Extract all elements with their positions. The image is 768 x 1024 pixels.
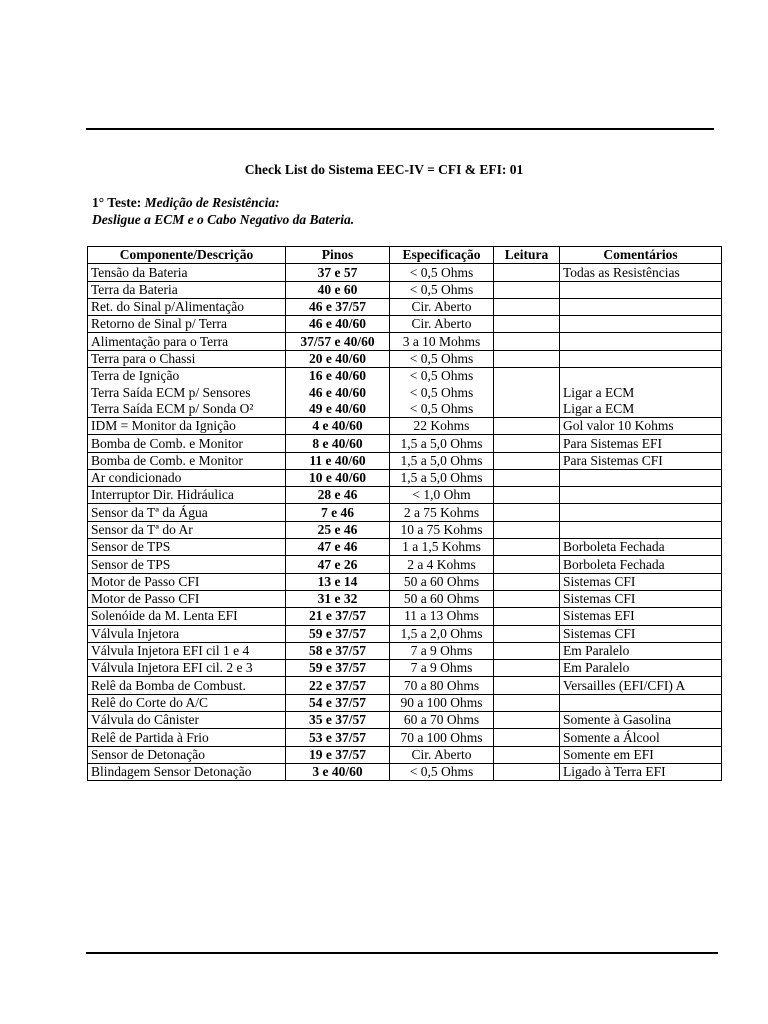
- cell-component: Terra para o Chassi: [88, 350, 286, 367]
- cell-spec: 7 a 9 Ohms: [390, 660, 494, 677]
- cell-reading: [494, 590, 560, 607]
- cell-spec: 2 a 75 Kohms: [390, 504, 494, 521]
- cell-reading: [494, 660, 560, 677]
- cell-comment: Todas as Resistências: [560, 264, 722, 281]
- cell-component: Válvula Injetora EFI cil. 2 e 3: [88, 660, 286, 677]
- cell-comment: [560, 298, 722, 315]
- cell-component: Terra Saída ECM p/ Sensores: [88, 384, 286, 400]
- cell-reading: [494, 417, 560, 434]
- cell-comment: Sistemas EFI: [560, 608, 722, 625]
- table-row: [88, 368, 722, 385]
- cell-spec: < 0,5 Ohms: [390, 384, 494, 400]
- cell-reading: [494, 435, 560, 452]
- cell-spec: < 0,5 Ohms: [390, 350, 494, 367]
- cell-spec: < 1,0 Ohm: [390, 487, 494, 504]
- header-pins: Pinos: [286, 247, 390, 264]
- cell-component: Blindagem Sensor Detonação: [88, 763, 286, 780]
- table-row: [88, 746, 722, 763]
- cell-pins: 47 e 26: [286, 556, 390, 573]
- cell-pins: 21 e 37/57: [286, 608, 390, 625]
- cell-pins: 19 e 37/57: [286, 746, 390, 763]
- table-row: [88, 590, 722, 607]
- cell-component: Motor de Passo CFI: [88, 573, 286, 590]
- cell-comment: Ligado à Terra EFI: [560, 763, 722, 780]
- cell-spec: < 0,5 Ohms: [390, 264, 494, 281]
- cell-reading: [494, 642, 560, 659]
- cell-spec: < 0,5 Ohms: [390, 368, 494, 385]
- cell-component: Bomba de Comb. e Monitor: [88, 452, 286, 469]
- cell-pins: 40 e 60: [286, 281, 390, 298]
- cell-reading: [494, 264, 560, 281]
- cell-component: Interruptor Dir. Hidráulica: [88, 487, 286, 504]
- cell-component: Sensor da Tª do Ar: [88, 521, 286, 538]
- cell-comment: [560, 469, 722, 486]
- header-comments: Comentários: [560, 247, 722, 264]
- cell-pins: 37/57 e 40/60: [286, 333, 390, 350]
- cell-reading: [494, 625, 560, 642]
- cell-comment: [560, 521, 722, 538]
- cell-component: Terra da Bateria: [88, 281, 286, 298]
- cell-pins: 4 e 40/60: [286, 417, 390, 434]
- cell-reading: [494, 539, 560, 556]
- cell-comment: Borboleta Fechada: [560, 539, 722, 556]
- table-row: [88, 608, 722, 625]
- table-row: [88, 350, 722, 367]
- cell-comment: [560, 487, 722, 504]
- cell-pins: 49 e 40/60: [286, 401, 390, 418]
- cell-reading: [494, 763, 560, 780]
- cell-comment: Versailles (EFI/CFI) A: [560, 677, 722, 694]
- table-row: [88, 694, 722, 711]
- cell-pins: 8 e 40/60: [286, 435, 390, 452]
- cell-spec: Cir. Aberto: [390, 746, 494, 763]
- cell-spec: 1,5 a 5,0 Ohms: [390, 452, 494, 469]
- cell-comment: Sistemas CFI: [560, 590, 722, 607]
- cell-pins: 47 e 46: [286, 539, 390, 556]
- test-instruction: Desligue a ECM e o Cabo Negativo da Bateria.: [92, 212, 355, 227]
- cell-comment: Ligar a ECM: [560, 384, 722, 400]
- cell-reading: [494, 487, 560, 504]
- header-reading: Leitura: [494, 247, 560, 264]
- cell-spec: 11 a 13 Ohms: [390, 608, 494, 625]
- cell-comment: Em Paralelo: [560, 642, 722, 659]
- checklist-table: [87, 246, 722, 781]
- cell-comment: [560, 504, 722, 521]
- cell-reading: [494, 712, 560, 729]
- cell-component: Sensor de TPS: [88, 539, 286, 556]
- cell-reading: [494, 573, 560, 590]
- cell-comment: Em Paralelo: [560, 660, 722, 677]
- cell-pins: 54 e 37/57: [286, 694, 390, 711]
- table-row: [88, 435, 722, 452]
- table-row: [88, 660, 722, 677]
- cell-comment: [560, 368, 722, 385]
- header-component: Componente/Descrição: [88, 247, 286, 264]
- cell-spec: 50 a 60 Ohms: [390, 573, 494, 590]
- table-row: [88, 487, 722, 504]
- cell-spec: < 0,5 Ohms: [390, 401, 494, 418]
- cell-comment: Para Sistemas CFI: [560, 452, 722, 469]
- cell-pins: 22 e 37/57: [286, 677, 390, 694]
- cell-spec: 1 a 1,5 Kohms: [390, 539, 494, 556]
- cell-spec: 22 Kohms: [390, 417, 494, 434]
- cell-reading: [494, 298, 560, 315]
- cell-component: Retorno de Sinal p/ Terra: [88, 316, 286, 333]
- cell-pins: 28 e 46: [286, 487, 390, 504]
- cell-pins: 59 e 37/57: [286, 660, 390, 677]
- cell-pins: 31 e 32: [286, 590, 390, 607]
- cell-pins: 46 e 40/60: [286, 316, 390, 333]
- cell-reading: [494, 368, 560, 385]
- cell-spec: 90 a 100 Ohms: [390, 694, 494, 711]
- cell-spec: 10 a 75 Kohms: [390, 521, 494, 538]
- cell-component: Válvula Injetora EFI cil 1 e 4: [88, 642, 286, 659]
- cell-component: Solenóide da M. Lenta EFI: [88, 608, 286, 625]
- cell-pins: 59 e 37/57: [286, 625, 390, 642]
- cell-component: Relê de Partida à Frio: [88, 729, 286, 746]
- table-header-row: [88, 247, 722, 264]
- table-row: [88, 281, 722, 298]
- table-row: [88, 401, 722, 418]
- table-row: [88, 677, 722, 694]
- cell-component: Relê do Corte do A/C: [88, 694, 286, 711]
- cell-pins: 7 e 46: [286, 504, 390, 521]
- cell-reading: [494, 729, 560, 746]
- table-row: [88, 521, 722, 538]
- table-row: [88, 712, 722, 729]
- cell-spec: 7 a 9 Ohms: [390, 642, 494, 659]
- table-row: [88, 539, 722, 556]
- cell-comment: Somente a Álcool: [560, 729, 722, 746]
- cell-component: Ar condicionado: [88, 469, 286, 486]
- cell-spec: Cir. Aberto: [390, 316, 494, 333]
- cell-spec: 50 a 60 Ohms: [390, 590, 494, 607]
- cell-reading: [494, 694, 560, 711]
- table-row: [88, 298, 722, 315]
- test-name: Medição de Resistência:: [144, 195, 280, 210]
- cell-comment: Somente em EFI: [560, 746, 722, 763]
- cell-spec: 1,5 a 2,0 Ohms: [390, 625, 494, 642]
- cell-pins: 10 e 40/60: [286, 469, 390, 486]
- cell-spec: 2 a 4 Kohms: [390, 556, 494, 573]
- cell-pins: 11 e 40/60: [286, 452, 390, 469]
- cell-reading: [494, 608, 560, 625]
- table-row: [88, 573, 722, 590]
- table-row: [88, 763, 722, 780]
- cell-spec: 1,5 a 5,0 Ohms: [390, 435, 494, 452]
- cell-comment: Ligar a ECM: [560, 401, 722, 418]
- table-row: [88, 625, 722, 642]
- table-body: [88, 264, 722, 781]
- cell-comment: [560, 333, 722, 350]
- cell-reading: [494, 350, 560, 367]
- table-row: [88, 417, 722, 434]
- cell-reading: [494, 521, 560, 538]
- cell-component: Bomba de Comb. e Monitor: [88, 435, 286, 452]
- cell-comment: Gol valor 10 Kohms: [560, 417, 722, 434]
- cell-pins: 35 e 37/57: [286, 712, 390, 729]
- cell-component: Tensão da Bateria: [88, 264, 286, 281]
- cell-comment: Borboleta Fechada: [560, 556, 722, 573]
- bottom-rule: [86, 952, 718, 954]
- cell-component: Relê da Bomba de Combust.: [88, 677, 286, 694]
- cell-pins: 3 e 40/60: [286, 763, 390, 780]
- cell-pins: 25 e 46: [286, 521, 390, 538]
- table-row: [88, 333, 722, 350]
- cell-comment: Somente à Gasolina: [560, 712, 722, 729]
- cell-pins: 53 e 37/57: [286, 729, 390, 746]
- cell-comment: [560, 350, 722, 367]
- test-heading: [92, 195, 280, 211]
- cell-component: Válvula do Cânister: [88, 712, 286, 729]
- cell-component: Terra de Ignição: [88, 368, 286, 385]
- cell-component: IDM = Monitor da Ignição: [88, 417, 286, 434]
- test-label: 1° Teste:: [92, 195, 142, 210]
- cell-spec: 60 a 70 Ohms: [390, 712, 494, 729]
- cell-comment: [560, 694, 722, 711]
- cell-pins: 37 e 57: [286, 264, 390, 281]
- cell-component: Válvula Injetora: [88, 625, 286, 642]
- cell-component: Sensor de Detonação: [88, 746, 286, 763]
- table-row: [88, 556, 722, 573]
- cell-component: Sensor da Tª da Água: [88, 504, 286, 521]
- table-row: [88, 264, 722, 281]
- cell-pins: 46 e 40/60: [286, 384, 390, 400]
- cell-pins: 16 e 40/60: [286, 368, 390, 385]
- cell-comment: Sistemas CFI: [560, 573, 722, 590]
- cell-reading: [494, 333, 560, 350]
- table-row: [88, 316, 722, 333]
- top-rule: [86, 128, 714, 130]
- cell-component: Motor de Passo CFI: [88, 590, 286, 607]
- table-row: [88, 469, 722, 486]
- cell-pins: 46 e 37/57: [286, 298, 390, 315]
- cell-spec: < 0,5 Ohms: [390, 281, 494, 298]
- cell-reading: [494, 316, 560, 333]
- cell-spec: 3 a 10 Mohms: [390, 333, 494, 350]
- cell-reading: [494, 504, 560, 521]
- cell-comment: Sistemas CFI: [560, 625, 722, 642]
- header-spec: Especificação: [390, 247, 494, 264]
- cell-spec: 1,5 a 5,0 Ohms: [390, 469, 494, 486]
- cell-reading: [494, 452, 560, 469]
- cell-component: Ret. do Sinal p/Alimentação: [88, 298, 286, 315]
- cell-component: Sensor de TPS: [88, 556, 286, 573]
- cell-spec: 70 a 80 Ohms: [390, 677, 494, 694]
- cell-comment: [560, 316, 722, 333]
- table-row: [88, 642, 722, 659]
- cell-pins: 58 e 37/57: [286, 642, 390, 659]
- cell-component: Alimentação para o Terra: [88, 333, 286, 350]
- cell-reading: [494, 746, 560, 763]
- cell-reading: [494, 469, 560, 486]
- table-row: [88, 729, 722, 746]
- cell-spec: Cir. Aberto: [390, 298, 494, 315]
- table-row: [88, 384, 722, 400]
- page-title: Check List do Sistema EEC-IV = CFI & EFI: 01: [244, 162, 524, 177]
- cell-spec: 70 a 100 Ohms: [390, 729, 494, 746]
- cell-pins: 13 e 14: [286, 573, 390, 590]
- cell-spec: < 0,5 Ohms: [390, 763, 494, 780]
- cell-comment: Para Sistemas EFI: [560, 435, 722, 452]
- cell-reading: [494, 401, 560, 418]
- cell-reading: [494, 281, 560, 298]
- cell-comment: [560, 281, 722, 298]
- cell-component: Terra Saída ECM p/ Sonda O²: [88, 401, 286, 418]
- cell-pins: 20 e 40/60: [286, 350, 390, 367]
- cell-reading: [494, 677, 560, 694]
- cell-reading: [494, 556, 560, 573]
- table-row: [88, 452, 722, 469]
- cell-reading: [494, 384, 560, 400]
- table-row: [88, 504, 722, 521]
